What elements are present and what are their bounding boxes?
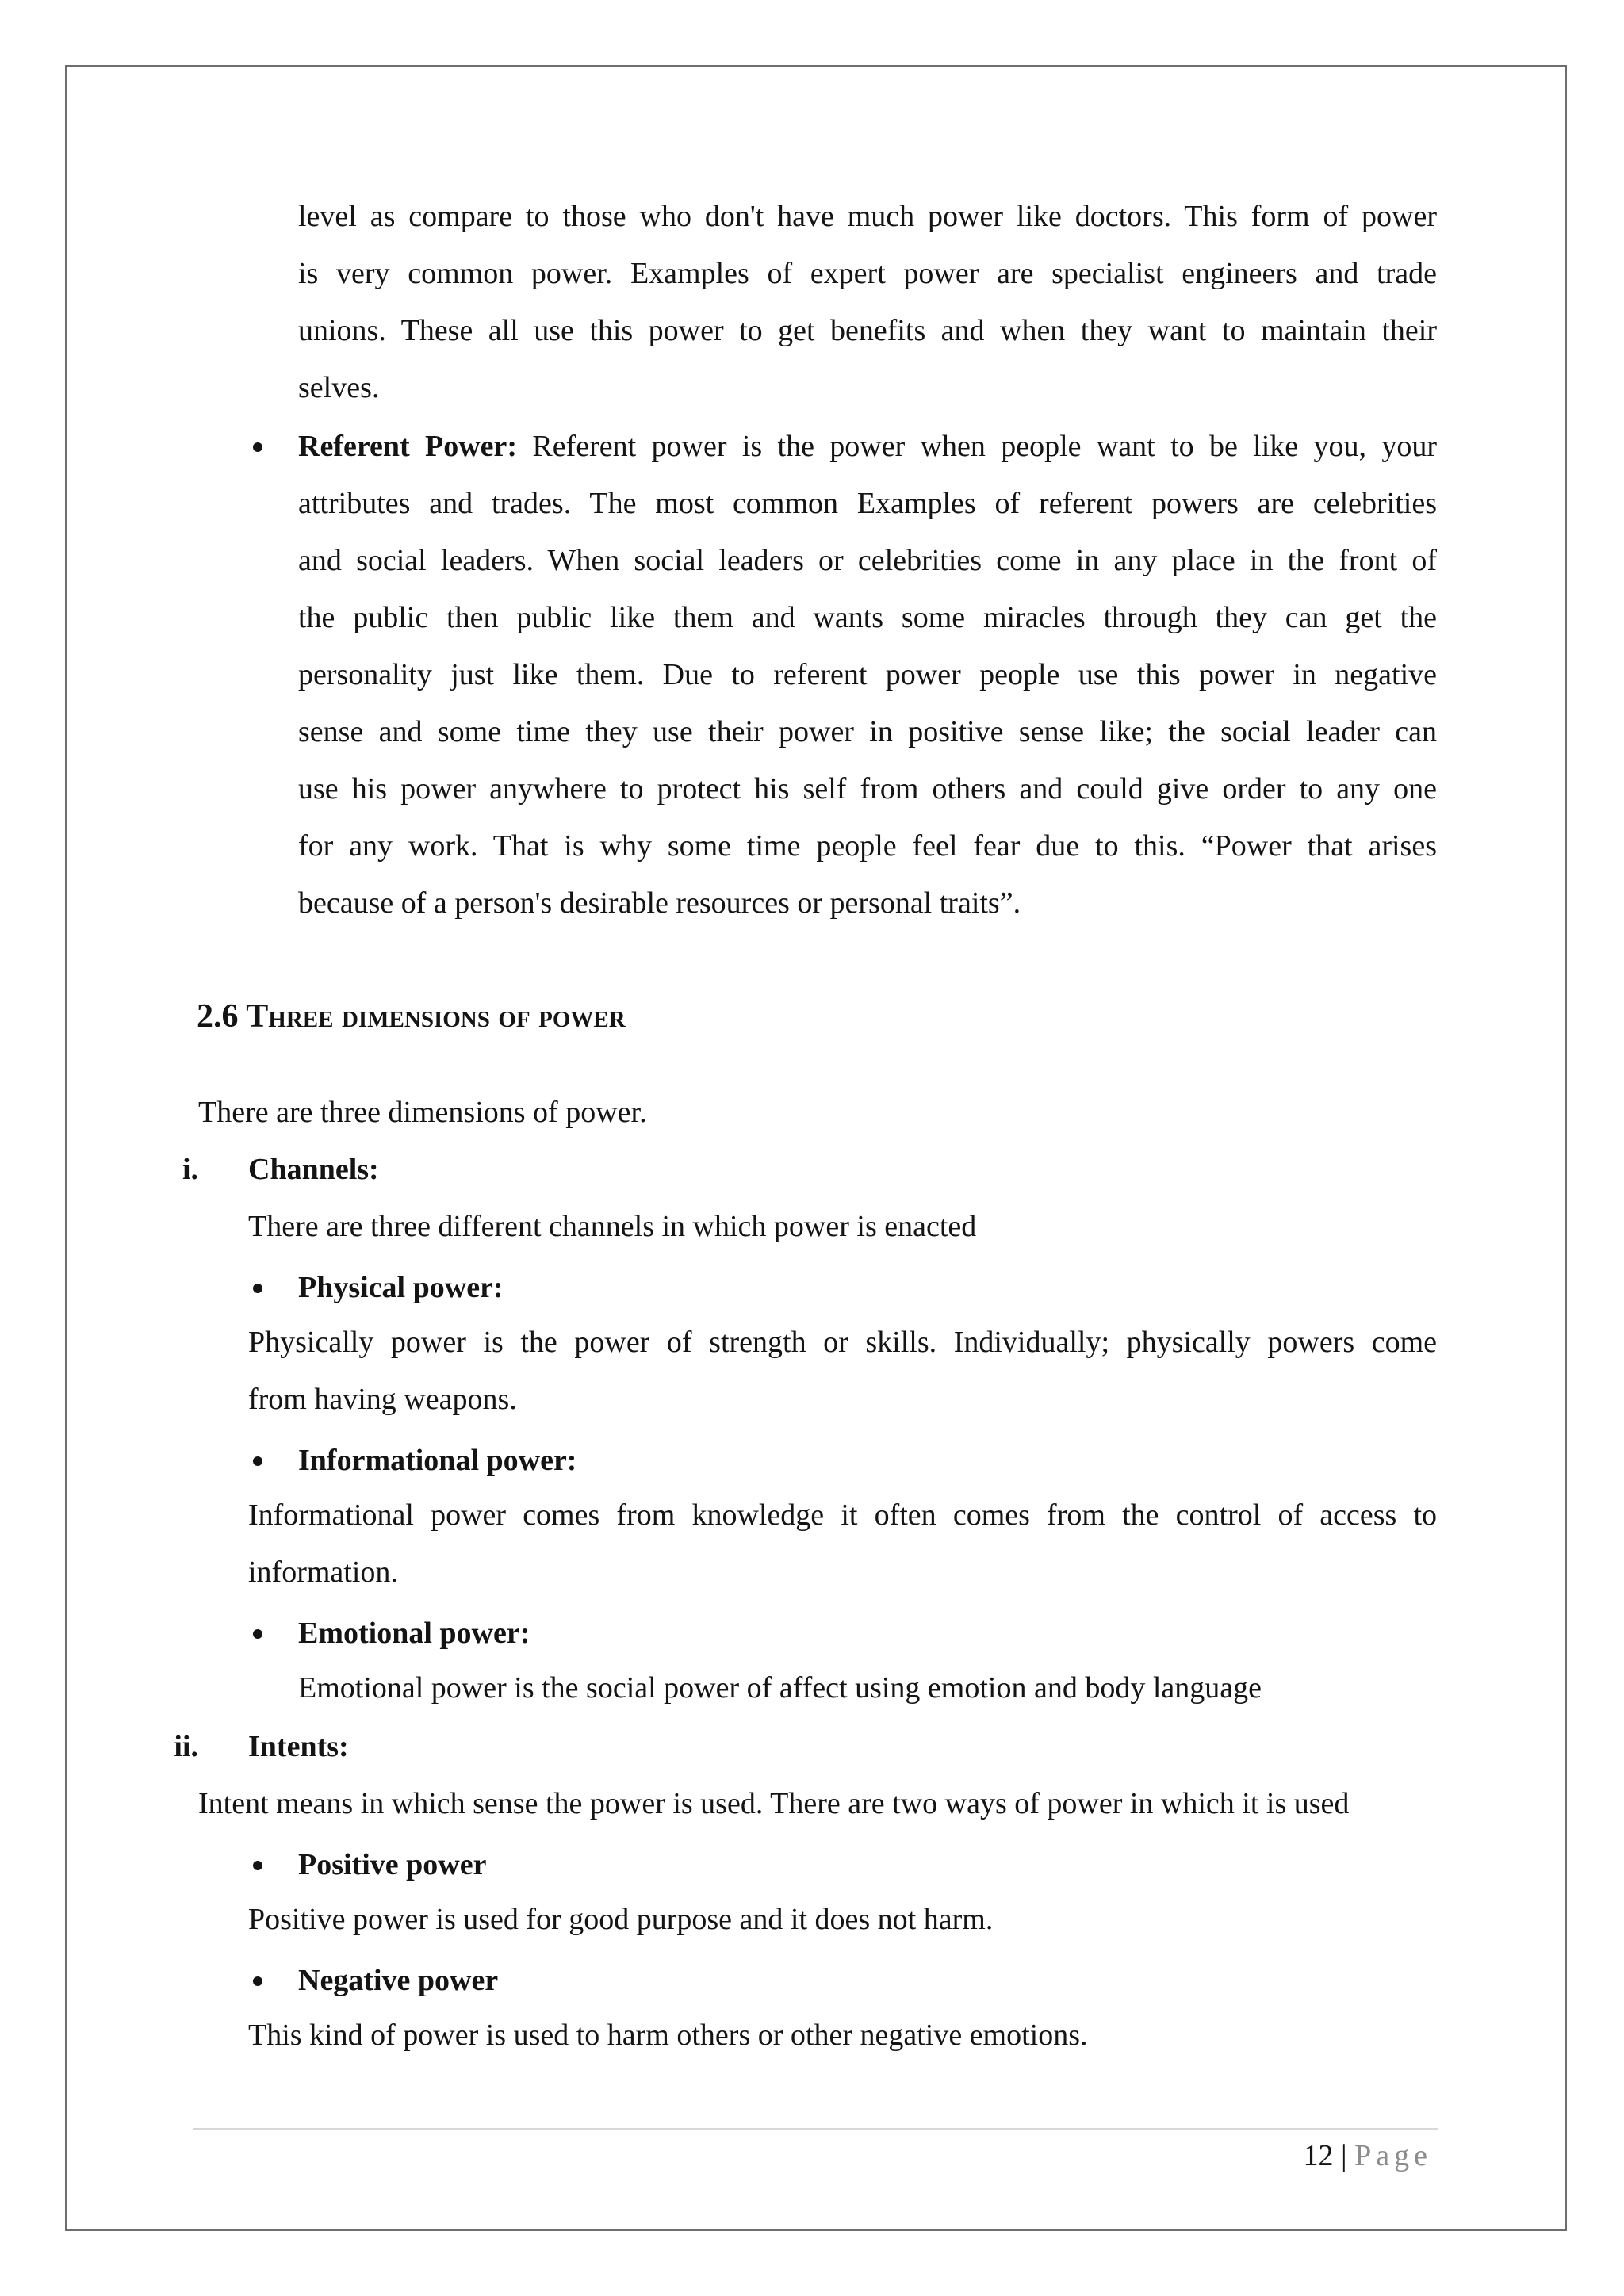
list-numeral-i: i. <box>182 1153 198 1186</box>
bullet-icon <box>253 1629 262 1639</box>
referent-line-8: for any work. That is why some time people feel fear due to this. “Power that arises <box>298 829 1437 863</box>
page-word: Page <box>1354 2139 1432 2172</box>
channels-label: Channels: <box>248 1153 379 1186</box>
positive-power-text: Positive power is used for good purpose and it does not harm. <box>248 1903 994 1936</box>
referent-label: Referent Power: <box>298 430 518 463</box>
positive-power-label: Positive power <box>298 1848 487 1881</box>
page-number: 12 <box>1303 2139 1334 2172</box>
list-numeral-ii: ii. <box>174 1730 198 1763</box>
referent-first-line <box>298 428 1437 465</box>
intents-intro: Intent means in which sense the power is used. There are two ways of power in which it is used <box>198 1787 1350 1820</box>
informational-power-line-1: Informational power comes from knowledge it often comes from the control of access to <box>248 1498 1437 1532</box>
bullet-icon <box>253 1456 262 1466</box>
footer-rule <box>193 2128 1438 2130</box>
referent-line-9: because of a person's desirable resources or personal traits”. <box>298 886 1021 920</box>
expert-text-line-3: unions. These all use this power to get benefits and when they want to maintain their <box>298 314 1437 347</box>
negative-power-label: Negative power <box>298 1964 499 1997</box>
section-intro: There are three dimensions of power. <box>198 1096 647 1129</box>
referent-first-line-text: Referent power is the power when people want to be like you, your <box>517 430 1437 463</box>
page-footer <box>1304 2137 1432 2174</box>
expert-text-line-2: is very common power. Examples of expert power are specialist engineers and trade <box>298 257 1437 290</box>
section-heading <box>197 994 626 1039</box>
referent-line-2: attributes and trades. The most common Examples of referent powers are celebrities <box>298 487 1437 520</box>
emotional-power-label: Emotional power: <box>298 1617 530 1650</box>
channels-intro: There are three different channels in which power is enacted <box>248 1210 977 1243</box>
expert-text-line-1: level as compare to those who don't have much power like doctors. This form of power <box>298 200 1437 233</box>
referent-line-5: personality just like them. Due to referent power people use this power in negative <box>298 658 1437 691</box>
referent-line-6: sense and some time they use their power in positive sense like; the social leader can <box>298 715 1437 748</box>
physical-power-line-1: Physically power is the power of strength or skills. Individually; physically powers come <box>248 1326 1437 1359</box>
bullet-icon <box>253 1861 262 1870</box>
referent-line-3: and social leaders. When social leaders or celebrities come in any place in the front of <box>298 544 1437 577</box>
section-title: Three dimensions of power <box>246 998 626 1035</box>
section-number: 2.6 <box>197 998 239 1035</box>
expert-text-line-4: selves. <box>298 371 380 404</box>
referent-line-4: the public then public like them and wants some miracles through they can get the <box>298 601 1437 634</box>
informational-power-label: Informational power: <box>298 1444 577 1477</box>
referent-line-7: use his power anywhere to protect his self from others and could give order to any one <box>298 772 1437 806</box>
bullet-icon <box>253 1284 262 1293</box>
bullet-icon <box>253 442 262 452</box>
physical-power-line-2: from having weapons. <box>248 1383 517 1416</box>
footer-separator: | <box>1341 2139 1347 2172</box>
intents-label: Intents: <box>248 1730 349 1763</box>
emotional-power-text: Emotional power is the social power of affect using emotion and body language <box>298 1671 1262 1705</box>
negative-power-text: This kind of power is used to harm others or other negative emotions. <box>248 2019 1088 2052</box>
physical-power-label: Physical power: <box>298 1271 504 1304</box>
bullet-icon <box>253 1976 262 1986</box>
informational-power-line-2: information. <box>248 1556 398 1589</box>
